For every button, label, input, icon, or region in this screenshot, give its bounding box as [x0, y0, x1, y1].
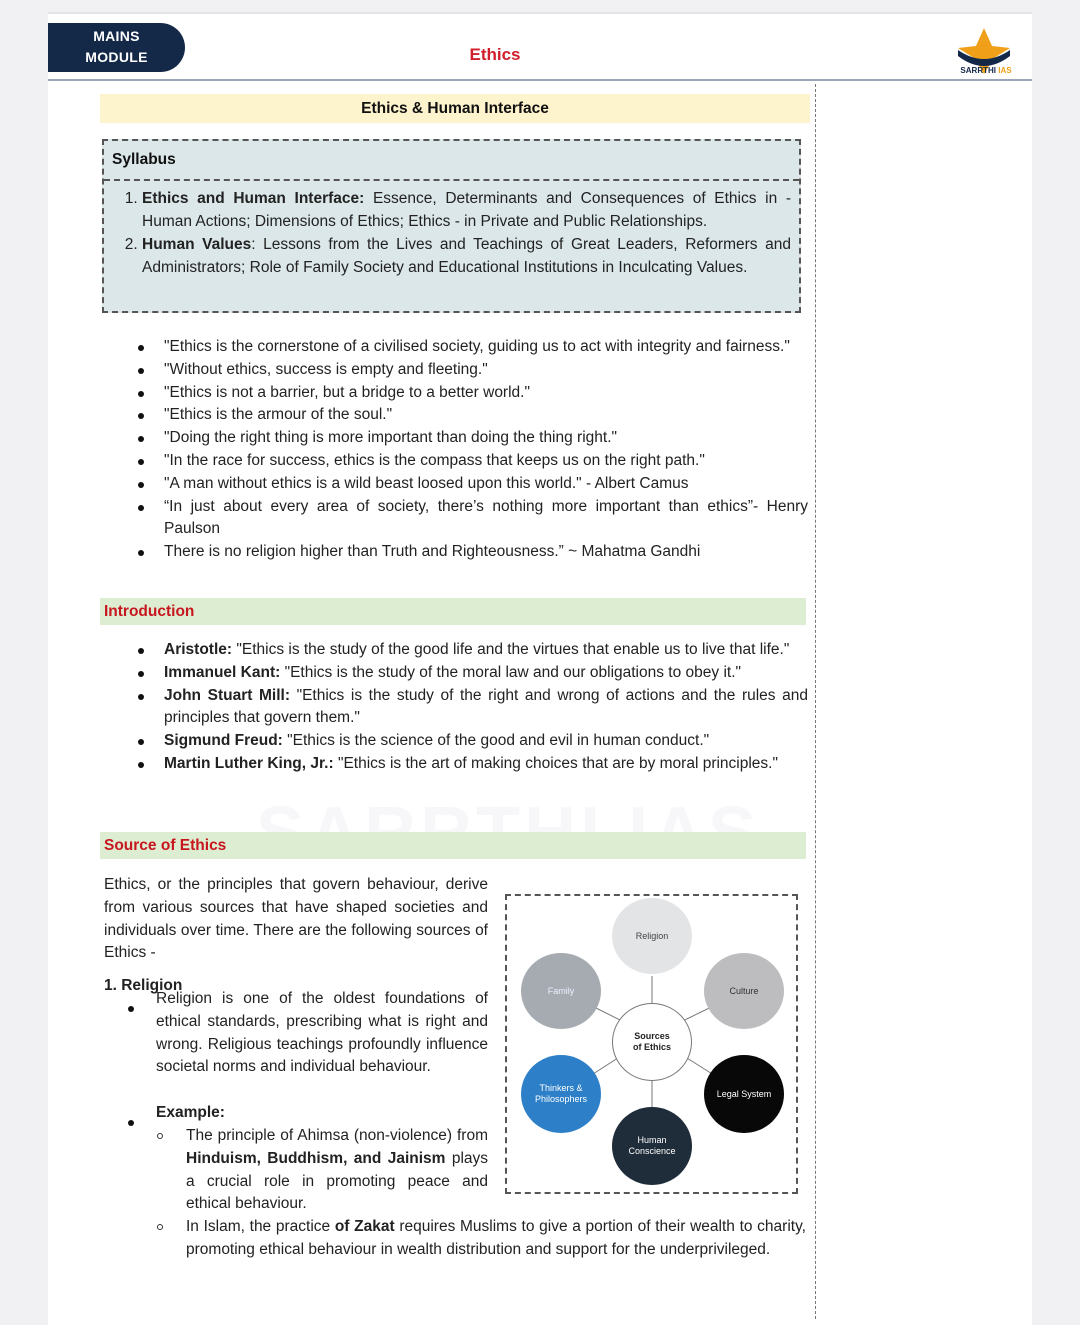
node-center-sources: Sources of Ethics [612, 1003, 692, 1081]
logo-text [954, 66, 1018, 75]
sources-of-ethics-diagram [505, 894, 798, 1194]
node-family: Family [521, 953, 601, 1029]
intro-item-author: Aristotle: [164, 641, 233, 658]
intro-item [164, 662, 808, 685]
source-of-ethics-heading: Source of Ethics [100, 832, 806, 859]
intro-item [164, 730, 808, 753]
margin-rule [815, 84, 816, 1319]
quote-item: "A man without ethics is a wild beast loosed upon this world." - Albert Camus [164, 473, 808, 496]
quote-item: "In the race for success, ethics is the compass that keeps us on the right path." [164, 450, 808, 473]
example-zakat-text: In Islam, the practice [186, 1218, 335, 1235]
top-border [48, 12, 1032, 14]
logo-text-ias: IAS [998, 66, 1012, 75]
intro-item-text: "Ethics is the study of the right and wrong of actions and the rules and principles that govern them." [164, 686, 809, 727]
religion-point: Religion is one of the oldest foundations of ethical standards, prescribing what is right and wrong. Religious teachings profoundly influence societal norms and individual behaviour. [156, 990, 488, 1076]
bullet-dot [128, 1120, 134, 1126]
quote-item: "Ethics is the cornerstone of a civilised society, guiding us to act with integrity and fairness." [164, 336, 808, 359]
intro-item-text: "Ethics is the study of the moral law and our obligations to obey it." [280, 663, 742, 681]
chapter-title: Ethics & Human Interface [100, 94, 810, 123]
quote-item: “In just about every area of society, there’s nothing more important than ethics”- Henry Paulson [164, 496, 808, 542]
quote-item: "Ethics is the armour of the soul." [164, 404, 808, 427]
example-zakat [186, 1216, 806, 1262]
example-ahimsa-text: The principle of Ahimsa (non-violence) from [186, 1127, 488, 1144]
intro-item [164, 753, 808, 776]
intro-item-text: "Ethics is the art of making choices that are by moral principles." [333, 754, 778, 772]
syllabus-item [142, 187, 791, 233]
module-badge-line2: MODULE [85, 49, 148, 65]
example-label: Example: [156, 1104, 225, 1121]
node-thinkers-philosophers: Thinkers & Philosophers [521, 1055, 601, 1133]
sub-bullet [157, 1133, 163, 1139]
module-badge-line1: MAINS [93, 28, 140, 44]
quote-item: "Without ethics, success is empty and fleeting." [164, 359, 808, 382]
example-ahimsa-text-end: plays a crucial role in promoting peace and ethical behaviour. [186, 1149, 489, 1213]
syllabus-heading: Syllabus [104, 141, 799, 181]
intro-item-author: Immanuel Kant: [164, 663, 281, 681]
syllabus-item-text: Essence, Determinants and Consequences of Ethics in - Human Actions; Dimensions of Ethics; Ethics - in Private and Public Relationships. [142, 190, 792, 230]
intro-item [164, 639, 808, 662]
document-page [48, 12, 1032, 1325]
quote-item: There is no religion higher than Truth and Righteousness.” ~ Mahatma Gandhi [164, 541, 808, 564]
quote-item: "Ethics is not a barrier, but a bridge to a better world." [164, 382, 808, 405]
sources-intro: Ethics, or the principles that govern behaviour, derive from various sources that have shaped societies and individuals over time. There are the following sources of Ethics - [104, 876, 488, 962]
node-culture: Culture [704, 953, 784, 1029]
intro-item-text: "Ethics is the science of the good and evil in human conduct." [282, 732, 710, 750]
subject-title: Ethics [469, 45, 521, 64]
example-ahimsa-religions: Hinduism, Buddhism, and Jainism [186, 1149, 446, 1167]
quotes-list [104, 336, 808, 564]
syllabus-item-title: Ethics and Human Interface: [142, 190, 365, 207]
node-legal-system: Legal System [704, 1055, 784, 1133]
module-badge [48, 23, 185, 72]
quote-item: "Doing the right thing is more important than doing the thing right." [164, 427, 808, 450]
intro-item-author: Sigmund Freud: [164, 732, 283, 750]
logo-text-sarrthi: SARRTHI [960, 66, 996, 75]
node-human-conscience: Human Conscience [612, 1107, 692, 1185]
syllabus-item [142, 233, 791, 279]
intro-item-text: "Ethics is the study of the good life and the virtues that enable us to live that life." [232, 641, 790, 658]
religion-heading: 1. Religion [104, 977, 183, 994]
intro-item-author: John Stuart Mill: [164, 686, 290, 704]
intro-item [164, 685, 808, 731]
node-religion: Religion [612, 898, 692, 974]
syllabus-box [102, 139, 801, 313]
header-rule [48, 79, 1032, 81]
syllabus-list [104, 181, 799, 279]
example-ahimsa [186, 1125, 488, 1216]
example-zakat-term: of Zakat [334, 1218, 395, 1235]
introduction-heading: Introduction [100, 598, 806, 625]
syllabus-item-title: Human Values [142, 236, 252, 253]
intro-item-author: Martin Luther King, Jr.: [164, 754, 334, 772]
syllabus-item-text: : Lessons from the Lives and Teachings of Great Leaders, Reformers and Administrators; Role of Family Society and Educational Institutions in Inculcating Values. [142, 236, 791, 276]
example-zakat-text-end: requires Muslims to give a portion of their wealth to charity, promoting ethical behaviour in wealth distribution and support for the underprivileged. [186, 1218, 806, 1258]
introduction-list [104, 639, 808, 776]
bullet-dot [128, 1006, 134, 1012]
sub-bullet [157, 1224, 163, 1230]
